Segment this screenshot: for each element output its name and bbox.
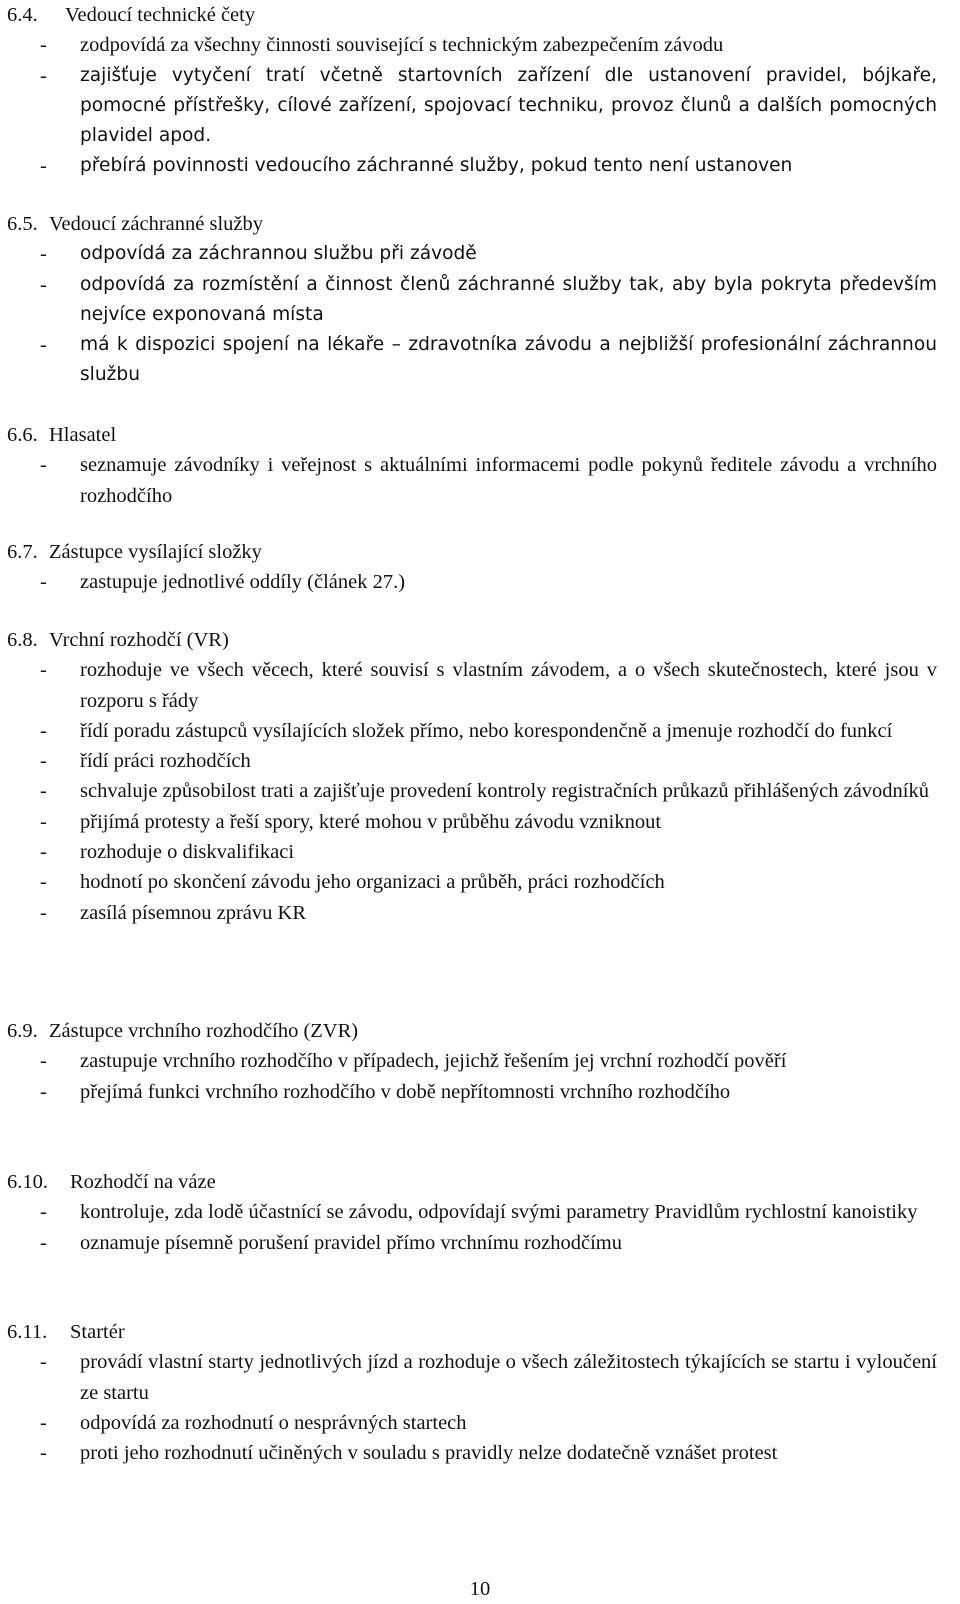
list-item-text: zodpovídá za všechny činnosti související s technickým zabezpečením závodu — [80, 34, 724, 57]
list-item — [7, 1408, 937, 1438]
list-item — [7, 30, 937, 60]
list-item-text: odpovídá za rozmístění a činnost členů záchranné služby tak, aby byla pokryta především nejvíce exponovaná místa — [80, 273, 937, 325]
list-item — [7, 867, 937, 897]
section-number: 6.5. — [7, 213, 38, 235]
section-title: Vedoucí záchranné služby — [49, 213, 264, 235]
list-item — [7, 655, 937, 716]
section-6-6 — [7, 420, 937, 511]
list-item — [7, 807, 937, 837]
list-item — [7, 1077, 937, 1107]
bullet-dash: - — [40, 750, 47, 773]
list-item-text: odpovídá za rozhodnutí o nesprávných startech — [80, 1411, 467, 1434]
list-item-text: hodnotí po skončení závodu jeho organizaci a průběh, práci rozhodčích — [80, 871, 665, 894]
section-title: Zástupce vrchního rozhodčího (ZVR) — [49, 1020, 359, 1042]
section-title: Hlasatel — [49, 424, 117, 446]
list-item-text: oznamuje písemně porušení pravidel přímo vrchnímu rozhodčímu — [80, 1231, 622, 1254]
section-6-11 — [7, 1317, 937, 1468]
section-heading — [7, 1167, 937, 1197]
section-number: 6.7. — [7, 541, 38, 563]
section-6-9 — [7, 1016, 937, 1107]
list-item-text: přijímá protesty a řeší spory, které mohou v průběhu závodu vzniknout — [80, 810, 662, 833]
list-item — [7, 330, 937, 391]
section-title: Startér — [70, 1321, 125, 1343]
section-6-7 — [7, 537, 937, 598]
list-item — [7, 61, 937, 152]
bullet-dash: - — [40, 64, 47, 87]
list-item-text: přebírá povinnosti vedoucího záchranné služby, pokud tento není ustanoven — [80, 155, 793, 177]
list-item — [7, 239, 937, 269]
bullet-dash: - — [40, 841, 47, 864]
bullet-dash: - — [40, 1231, 47, 1254]
section-heading — [7, 1016, 937, 1046]
list-item-text: proti jeho rozhodnutí učiněných v souladu s pravidly nelze dodatečně vznášet protest — [80, 1442, 778, 1465]
section-heading — [7, 209, 937, 239]
list-item-text: schvaluje způsobilost trati a zajišťuje provedení kontroly registračních průkazů přihlášených závodníků — [80, 780, 929, 803]
list-item-text: rozhoduje ve všech věcech, které souvisí s vlastním závodem, a o všech skutečnostech, které jsou v rozporu s řády — [80, 659, 937, 712]
list-item-text: rozhoduje o diskvalifikaci — [80, 841, 295, 864]
list-item-text: zastupuje jednotlivé oddíly (článek 27.) — [80, 571, 406, 594]
list-item-text: kontroluje, zda lodě účastnící se závodu, odpovídají svými parametry Pravidlům rychlostní kanoistiky — [80, 1201, 918, 1224]
list-item — [7, 776, 937, 806]
bullet-dash: - — [40, 719, 47, 742]
list-item-text: řídí práci rozhodčích — [80, 750, 251, 773]
list-item-text: zasílá písemnou zprávu KR — [80, 901, 307, 924]
bullet-dash: - — [40, 1050, 47, 1073]
page-number: 10 — [469, 1578, 491, 1600]
bullet-dash: - — [40, 780, 47, 803]
section-number: 6.11. — [7, 1321, 48, 1343]
section-heading — [7, 625, 937, 655]
list-item-text: odpovídá za záchrannou službu při závodě — [80, 243, 477, 265]
section-number: 6.6. — [7, 424, 38, 446]
list-item — [7, 1347, 937, 1408]
bullet-dash: - — [40, 810, 47, 833]
bullet-dash: - — [40, 659, 47, 682]
list-item-text: provádí vlastní starty jednotlivých jízd a rozhoduje o všech záležitostech týkajících se startu i vyloučení ze startu — [80, 1351, 937, 1404]
bullet-dash: - — [40, 454, 47, 477]
list-item — [7, 716, 937, 746]
section-heading — [7, 0, 937, 30]
list-item-text: zastupuje vrchního rozhodčího v případech, jejichž řešením jej vrchní rozhodčí pověří — [80, 1050, 787, 1073]
list-item-text: seznamuje závodníky i veřejnost s aktuálními informacemi podle pokynů ředitele závodu a vrchního rozhodčího — [80, 454, 937, 507]
bullet-dash: - — [40, 901, 47, 924]
bullet-dash: - — [40, 273, 47, 296]
list-item — [7, 151, 937, 181]
list-item-text: řídí poradu zástupců vysílajících složek přímo, nebo korespondenčně a jmenuje rozhodčí do funkcí — [80, 719, 893, 742]
list-item-text: přejímá funkci vrchního rozhodčího v době nepřítomnosti vrchního rozhodčího — [80, 1080, 731, 1103]
bullet-dash: - — [40, 155, 47, 178]
bullet-dash: - — [40, 1080, 47, 1103]
section-heading — [7, 420, 937, 450]
bullet-dash: - — [40, 243, 47, 266]
section-number: 6.4. — [7, 4, 38, 26]
bullet-dash: - — [40, 1411, 47, 1434]
section-6-4 — [7, 0, 937, 182]
section-number: 6.9. — [7, 1020, 38, 1042]
bullet-dash: - — [40, 334, 47, 357]
list-item — [7, 1046, 937, 1076]
list-item-text: zajišťuje vytyčení tratí včetně startovních zařízení dle ustanovení pravidel, bójkaře, pomocné přístřešky, cílové zařízení, spojovací techniku, provoz člunů a dalších pomocných plavidel apod. — [80, 64, 937, 147]
list-item — [7, 1228, 937, 1258]
list-item — [7, 450, 937, 511]
list-item — [7, 746, 937, 776]
bullet-dash: - — [40, 1201, 47, 1224]
section-number: 6.8. — [7, 629, 38, 651]
list-item — [7, 567, 937, 597]
list-item — [7, 270, 937, 331]
list-item — [7, 1197, 937, 1227]
section-heading — [7, 537, 937, 567]
section-number: 6.10. — [7, 1171, 48, 1193]
section-6-8 — [7, 625, 937, 928]
list-item — [7, 837, 937, 867]
section-6-10 — [7, 1167, 937, 1258]
bullet-dash: - — [40, 1442, 47, 1465]
list-item — [7, 1438, 937, 1468]
bullet-dash: - — [40, 571, 47, 594]
section-title: Zástupce vysílající složky — [49, 541, 262, 563]
section-title: Rozhodčí na váze — [70, 1171, 216, 1193]
bullet-dash: - — [40, 1351, 47, 1374]
section-heading — [7, 1317, 937, 1347]
section-title: Vrchní rozhodčí (VR) — [49, 629, 229, 651]
bullet-dash: - — [40, 34, 47, 57]
list-item-text: má k dispozici spojení na lékaře – zdravotníka závodu a nejbližší profesionální záchrannou službu — [80, 334, 937, 386]
section-title: Vedoucí technické čety — [65, 4, 256, 26]
list-item — [7, 898, 937, 928]
bullet-dash: - — [40, 871, 47, 894]
section-6-5 — [7, 209, 937, 391]
